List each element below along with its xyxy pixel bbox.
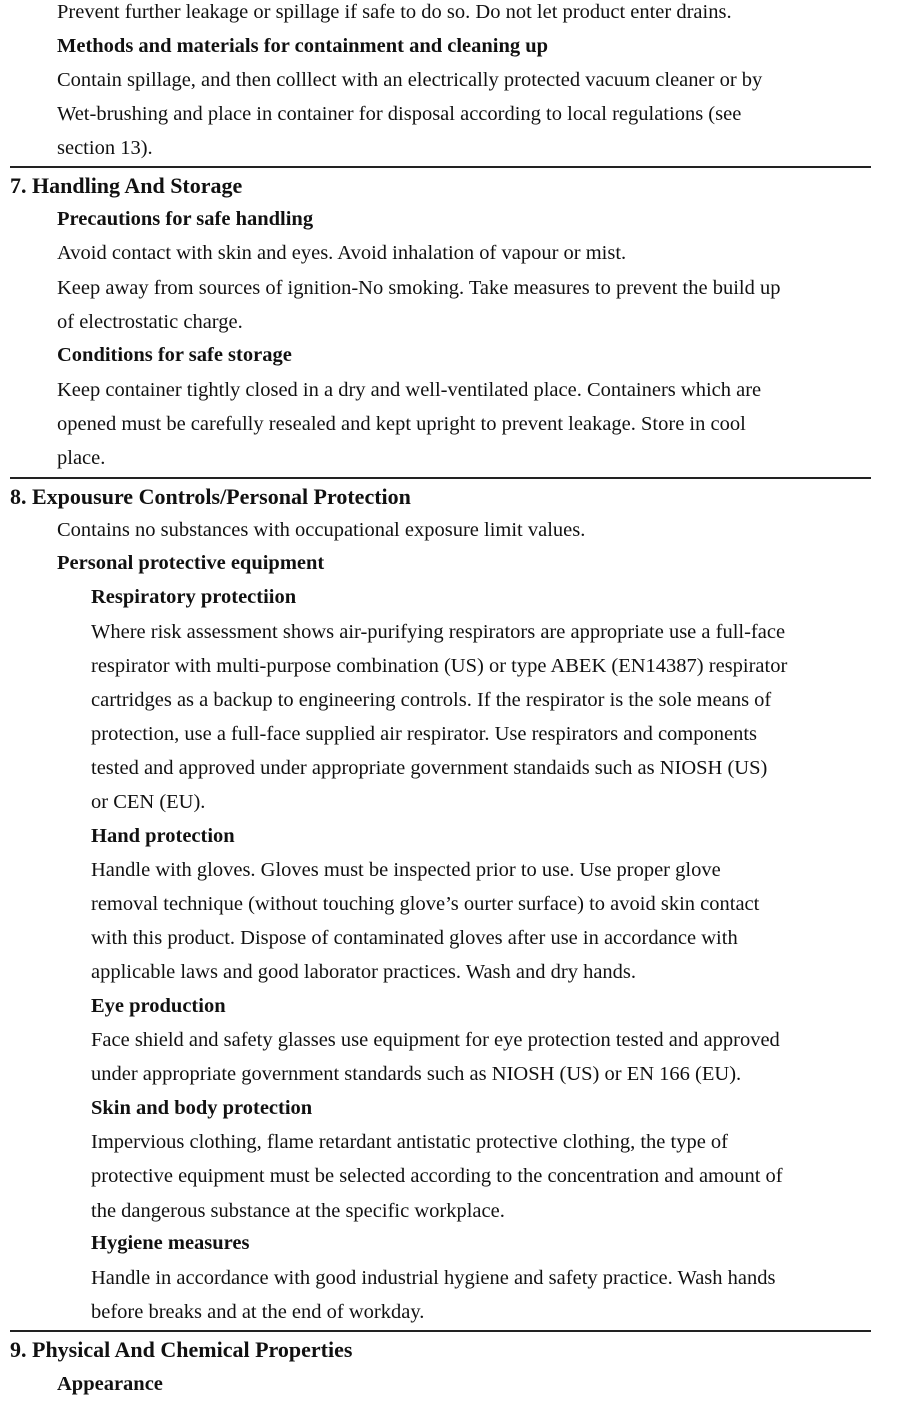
body-text-line: under appropriate government standards such as NIOSH (US) or EN 166 (EU). [91,1063,742,1085]
subsection-heading-containment: Methods and materials for containment and cleaning up [57,35,549,57]
body-text-line: Wet-brushing and place in container for disposal according to local regulations (see [57,103,742,125]
body-text-line: Face shield and safety glasses use equipment for eye protection tested and approved [91,1029,780,1051]
body-text-line: place. [57,447,106,469]
section-title-8: 8. Expousure Controls/Personal Protection [10,484,411,509]
subheading-eye-protection: Eye production [91,995,226,1017]
body-text-line: Contain spillage, and then colllect with an electrically protected vacuum cleaner or by [57,69,763,91]
section-title-9: 9. Physical And Chemical Properties [10,1337,353,1362]
section-title-7: 7. Handling And Storage [10,173,243,198]
body-text-line: of electrostatic charge. [57,311,243,333]
body-text-line: protection, use a full-face supplied air respirator. Use respirators and components [91,723,758,745]
section-divider [10,1330,871,1332]
body-text-line: or CEN (EU). [91,791,206,813]
body-text-line: Impervious clothing, flame retardant antistatic protective clothing, the type of [91,1131,729,1153]
subsection-heading-safe-handling: Precautions for safe handling [57,208,314,230]
body-text-line: tested and approved under appropriate government standaids such as NIOSH (US) [91,757,768,779]
body-text-line: section 13). [57,137,153,159]
section-divider [10,166,871,168]
body-text-line: Keep away from sources of ignition-No smoking. Take measures to prevent the build up [57,277,781,299]
body-text-line: before breaks and at the end of workday. [91,1301,425,1323]
body-text-line: opened must be carefully resealed and kept upright to prevent leakage. Store in cool [57,413,746,435]
body-text-line: Contains no substances with occupational exposure limit values. [57,519,586,541]
subsection-heading-safe-storage: Conditions for safe storage [57,344,292,366]
section-divider [10,477,871,479]
body-text-line: Handle in accordance with good industrial hygiene and safety practice. Wash hands [91,1267,776,1289]
subheading-respiratory-protection: Respiratory protectiion [91,586,297,608]
body-text-line: Avoid contact with skin and eyes. Avoid inhalation of vapour or mist. [57,242,627,264]
body-text-line: respirator with multi-purpose combination (US) or type ABEK (EN14387) respirator [91,655,788,677]
body-text-line: with this product. Dispose of contaminated gloves after use in accordance with [91,927,738,949]
body-text-line: protective equipment must be selected according to the concentration and amount of [91,1165,783,1187]
body-text-line: Where risk assessment shows air-purifying respirators are appropriate use a full-face [91,621,786,643]
body-text-line: the dangerous substance at the specific workplace. [91,1200,505,1222]
body-text-line: Handle with gloves. Gloves must be inspected prior to use. Use proper glove [91,859,721,881]
body-text-line: removal technique (without touching glove’s ourter surface) to avoid skin contact [91,893,760,915]
subsection-heading-ppe: Personal protective equipment [57,552,325,574]
subheading-hand-protection: Hand protection [91,825,235,847]
subheading-skin-body-protection: Skin and body protection [91,1097,313,1119]
body-text-line: cartridges as a backup to engineering controls. If the respirator is the sole means of [91,689,772,711]
body-text-line: Keep container tightly closed in a dry and well-ventilated place. Containers which are [57,379,762,401]
subsection-heading-appearance: Appearance [57,1373,163,1395]
body-text-line: Prevent further leakage or spillage if safe to do so. Do not let product enter drains. [57,1,732,23]
body-text-line: applicable laws and good laborator practices. Wash and dry hands. [91,961,637,983]
subheading-hygiene-measures: Hygiene measures [91,1232,250,1254]
